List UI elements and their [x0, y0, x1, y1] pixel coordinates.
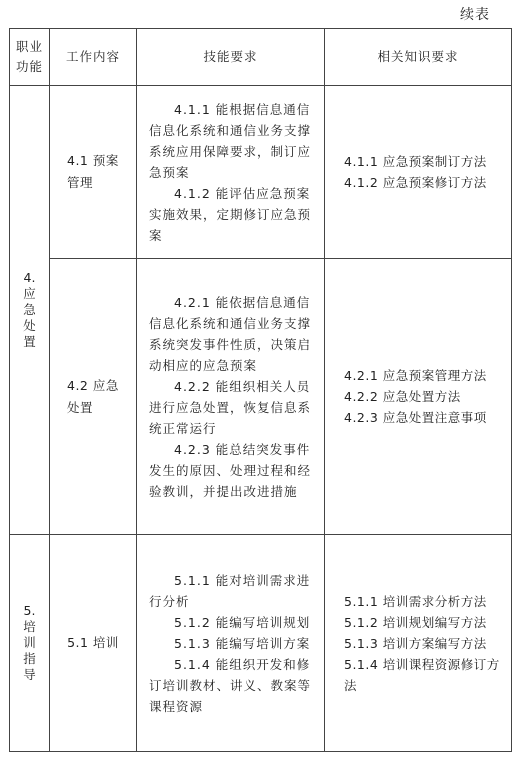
function-char: 置: [23, 334, 36, 349]
work-label-line2: 管理: [67, 175, 94, 190]
knowledge-item: 4.2.3 应急处置注意事项: [344, 410, 487, 425]
function-char: 应: [23, 286, 36, 301]
knowledge-item: 4.1.1 应急预案制订方法: [344, 154, 487, 169]
knowledge-item: 5.1.1 培训需求分析方法: [344, 593, 487, 609]
header-occupational-function: [10, 29, 50, 86]
table-header-row: [10, 29, 512, 86]
skill-item: 4.1.2 能评估应急预案实施效果，定期修订应急预案: [149, 185, 312, 243]
function-char: 急: [23, 302, 36, 317]
skill-item: 5.1.1 能对培训需求进行分析: [149, 572, 311, 609]
header-function-line2: 功能: [15, 59, 43, 74]
knowledge-item: 5.1.3 培训方案编写方法: [344, 635, 487, 651]
skill-item: 4.1.1 能根据信息通信信息化系统和通信业务支撑系统应用保障要求，制订应急预案: [149, 101, 312, 180]
function-number: 5.: [23, 603, 36, 618]
work-label-line1: 4.2 应急: [67, 377, 119, 393]
knowledge-item: 4.2.2 应急处置方法: [344, 389, 461, 404]
table-row: [10, 86, 512, 259]
table-row: [10, 259, 512, 535]
knowledge-item: 4.2.1 应急预案管理方法: [344, 368, 487, 383]
function-training-guidance: [10, 535, 50, 752]
skill-item: 4.2.3 能总结突发事件发生的原因、处理过程和经验教训，并提出改进措施: [149, 441, 312, 499]
header-knowledge-requirements: 相关知识要求: [325, 29, 512, 86]
function-char: 培: [23, 619, 36, 634]
work-label-line1: 4.1 预案: [67, 153, 119, 168]
work-training: 5.1 培训: [50, 535, 137, 752]
function-number: 4.: [23, 270, 36, 285]
skill-cell: [137, 86, 325, 259]
skill-cell: [137, 259, 325, 535]
skill-item: 5.1.3 能编写培训方案: [174, 635, 311, 651]
skill-requirements-table: [9, 28, 512, 752]
function-emergency-handling: [10, 86, 50, 535]
work-label-line2: 处置: [67, 399, 94, 415]
function-char: 训: [23, 635, 36, 650]
function-char: 导: [23, 667, 36, 682]
header-skill-requirements: 技能要求: [137, 29, 325, 86]
skill-item: 5.1.4 能组织开发和修订培训教材、讲义、教案等课程资源: [149, 656, 312, 714]
skill-item: 4.2.2 能组织相关人员进行应急处置，恢复信息系统正常运行: [149, 378, 312, 436]
knowledge-item: 5.1.2 培训规划编写方法: [344, 614, 487, 630]
header-function-line1: 职业: [15, 39, 43, 54]
knowledge-item: 5.1.4 培训课程资源修订方法: [344, 656, 500, 693]
function-char: 处: [23, 318, 36, 333]
knowledge-cell: [325, 86, 512, 259]
work-emergency-response: [50, 259, 137, 535]
skill-cell: [137, 535, 325, 752]
header-work-content: 工作内容: [50, 29, 137, 86]
function-char: 指: [23, 651, 36, 666]
skill-item: 5.1.2 能编写培训规划: [174, 614, 311, 630]
table-row: [10, 535, 512, 752]
knowledge-item: 4.1.2 应急预案修订方法: [344, 175, 487, 190]
knowledge-cell: [325, 259, 512, 535]
skill-item: 4.2.1 能依据信息通信信息化系统和通信业务支撑系统突发事件性质，决策启动相应的应急预案: [149, 294, 312, 373]
knowledge-cell: [325, 535, 512, 752]
continued-table-caption: 续表: [460, 7, 490, 23]
work-plan-management: [50, 86, 137, 259]
